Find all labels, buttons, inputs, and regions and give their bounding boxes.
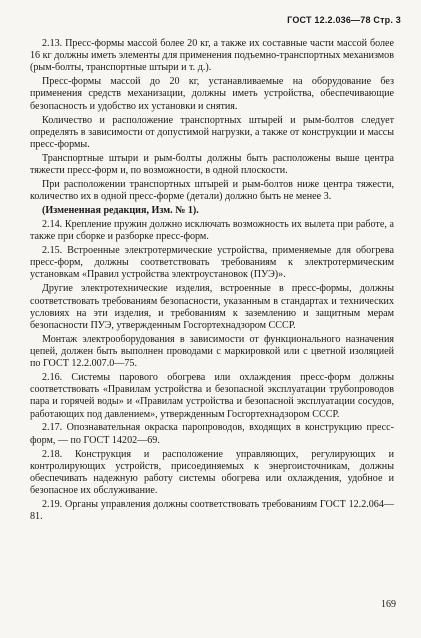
amendment-note: (Измененная редакция, Изм. № 1).	[42, 205, 199, 217]
paragraph-pins-below-center: При расположении транспортных штырей и рым-болтов ниже центра тяжести, количество их в одной пресс-форме (детали) должно быть не менее 3.	[30, 178, 394, 203]
paragraph-2-19: 2.19. Органы управления должны соответствовать требованиям ГОСТ 12.2.064—81.	[30, 498, 394, 523]
paragraph-2-18: 2.18. Конструкция и расположение управляющих, регулирующих и контролирующих устройств, присоединяемых к энергоисточникам, должны обеспечивать надежную работу системы обогрева или охлаждения, удобное и безопасное их обслуживание.	[30, 448, 394, 497]
paragraph-pins-position: Транспортные штыри и рым-болты должны быть расположены выше центра тяжести пресс-форм и, по возможности, в одной плоскости.	[30, 152, 394, 176]
page-number: 169	[381, 599, 396, 610]
paragraph-2-16: 2.16. Системы парового обогрева или охлаждения пресс-форм должны соответствовать «Правилам устройства и безопасной эксплуатации трубопроводов пара и горячей воды» и «Правилам устройства и безопасной эксплуатации сосудов, работающих под давлением», утвержденным Госгортехнадзором СССР.	[30, 372, 394, 420]
paragraph-wiring: Монтаж электрооборудования в зависимости от функционального назначения цепей, должен быть выполнен проводами с маркировкой или с цветной изоляцией по ГОСТ 12.2.007.0—75.	[30, 333, 394, 370]
paragraph-2-17: 2.17. Опознавательная окраска паропроводов, входящих в конструкцию пресс-форм, — по ГОСТ 14202—69.	[30, 422, 394, 446]
paragraph-2-13: 2.13. Пресс-формы массой более 20 кг, а также их составные части массой более 16 кг должны иметь элементы для применения подъемно-транспортных механизмов (рым-болты, транспортные штыри и т. д.).	[30, 38, 394, 74]
paragraph-other-electrical: Другие электротехнические изделия, встроенные в пресс-формы, должны соответствовать требованиям безопасности, указанным в стандартах и технических условиях на эти изделия, и требованиям к заземлению и защитным мерам безопасности ПУЭ, утвержденным Госгортехнадзором СССР.	[30, 283, 394, 331]
paragraph-light-molds: Пресс-формы массой до 20 кг, устанавливаемые на оборудование без применения средств механизации, должны иметь устройства, обеспечивающие безопасность и удобство их установки и снятия.	[30, 76, 394, 112]
page-header: ГОСТ 12.2.036—78 Стр. 3	[287, 15, 401, 25]
paragraph-2-14: 2.14. Крепление пружин должно исключать возможность их вылета при работе, а также при сборке и разборке пресс-форм.	[30, 218, 394, 243]
paragraph-pins-count: Количество и расположение транспортных штырей и рым-болтов следует определять в зависимости от допустимой нагрузки, а также от конструкции и массы пресс-формы.	[30, 114, 394, 150]
paragraph-2-15: 2.15. Встроенные электротермические устройства, применяемые для обогрева пресс-форм, должны соответствовать требованиям к электротермическим установкам «Правил устройства электроустановок (ПУЭ)».	[30, 245, 394, 281]
document-body	[30, 38, 394, 525]
